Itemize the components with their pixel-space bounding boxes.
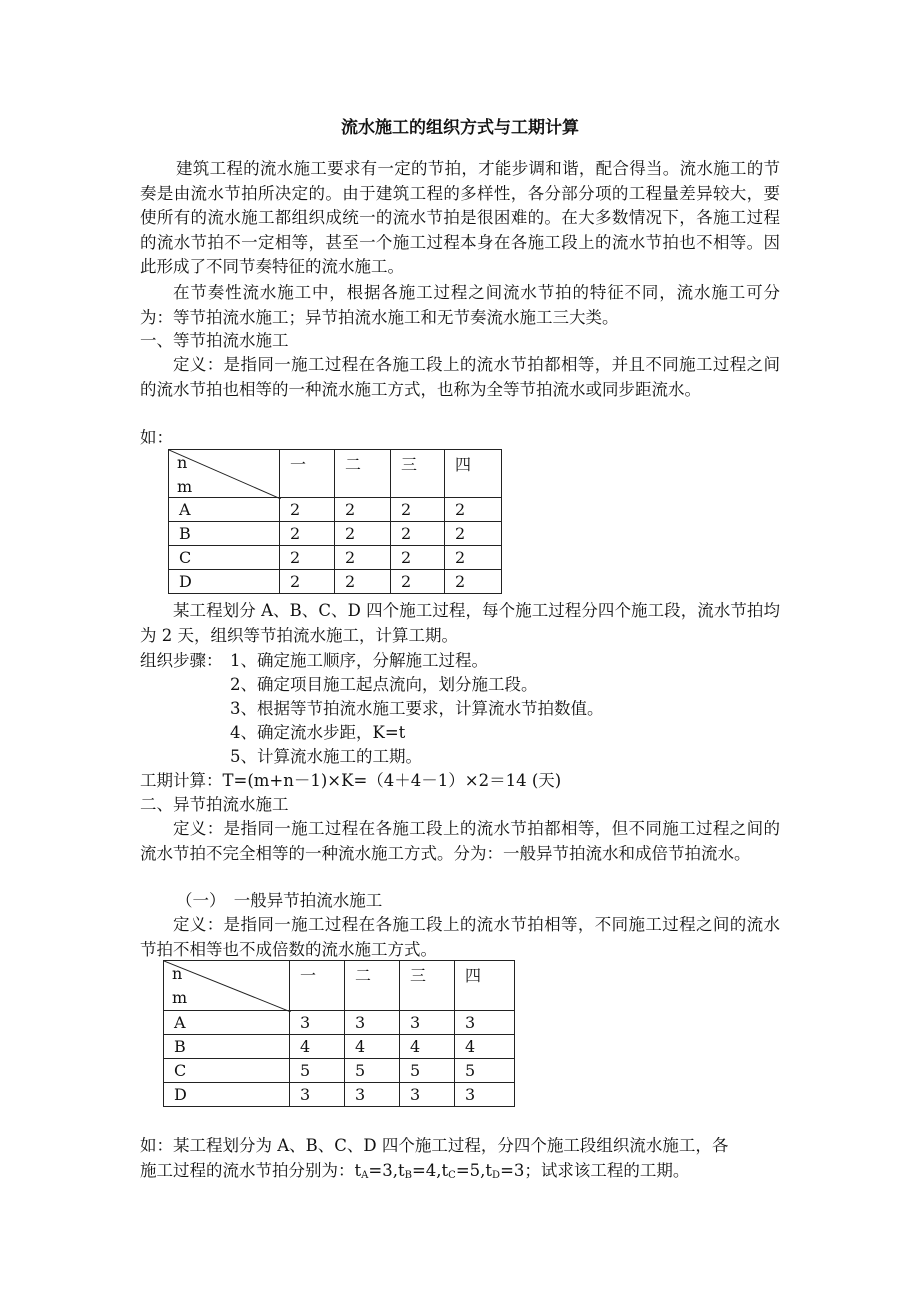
- step-2: 2、确定项目施工起点流向，划分施工段。: [230, 675, 538, 694]
- table-cell: 4: [290, 1035, 345, 1059]
- column-header: 一: [290, 961, 345, 1011]
- example-line-2-prefix: 施工过程的流水节拍分别为：: [140, 1161, 355, 1180]
- example-line-2: [140, 1159, 689, 1188]
- table-cell: 3: [455, 1083, 515, 1107]
- section1-example-label: 如：: [140, 428, 173, 447]
- corner-label-n: n: [172, 964, 183, 983]
- beat-c: $t_C=5$,: [441, 1161, 486, 1181]
- corner-label-m: m: [172, 988, 188, 1007]
- beat-a: $t_A=3$,: [354, 1161, 398, 1181]
- page-title: 流水施工的组织方式与工期计算: [341, 118, 579, 138]
- steps-label: 组织步骤：: [140, 651, 223, 670]
- beat-table-1: [168, 449, 502, 594]
- column-header: 三: [391, 450, 445, 498]
- row-label: A: [164, 1011, 290, 1035]
- table-cell: 2: [391, 546, 445, 570]
- table-header-row: [164, 961, 515, 1011]
- example-line-1: 如：某工程划分为 A、B、C、D 四个施工过程，分四个施工段组织流水施工，各: [140, 1136, 729, 1155]
- table-cell: 2: [280, 498, 335, 522]
- beat-table-2: [163, 960, 515, 1107]
- example-line-2-suffix: 试求该工程的工期。: [540, 1161, 690, 1180]
- table-row: [164, 1035, 515, 1059]
- table-cell: 4: [455, 1035, 515, 1059]
- table-cell: 5: [400, 1059, 455, 1083]
- column-header: 四: [455, 961, 515, 1011]
- duration-calculation: 工期计算：T=(m+n－1)×K=（4＋4－1）×2＝14 (天): [140, 771, 562, 790]
- corner-label-m: m: [177, 477, 193, 496]
- table-cell: 2: [445, 522, 502, 546]
- table-cell: 2: [445, 546, 502, 570]
- table-row: [169, 546, 502, 570]
- table-corner-cell: [164, 961, 290, 1011]
- beat-d: $t_D=3$；: [485, 1161, 541, 1181]
- table-row: [164, 1059, 515, 1083]
- table-corner-cell: [169, 450, 280, 498]
- table-cell: 2: [335, 546, 391, 570]
- table-cell: 2: [280, 546, 335, 570]
- step-3: 3、根据等节拍流水施工要求，计算流水节拍数值。: [230, 699, 604, 718]
- column-header: 一: [280, 450, 335, 498]
- column-header: 二: [345, 961, 400, 1011]
- subsection-definition: 定义：是指同一施工过程在各施工段上的流水节拍相等，不同施工过程之间的流水节拍不相等也不成倍数的流水施工方式。: [140, 915, 780, 959]
- table-cell: 5: [290, 1059, 345, 1083]
- table-row: [169, 522, 502, 546]
- table-row: [164, 1011, 515, 1035]
- table-cell: 3: [400, 1011, 455, 1035]
- subsection-heading: （一） 一般异节拍流水施工: [176, 891, 383, 910]
- table-cell: 3: [290, 1083, 345, 1107]
- table-cell: 2: [335, 570, 391, 594]
- column-header: 二: [335, 450, 391, 498]
- section1-heading: 一、等节拍流水施工: [140, 331, 289, 350]
- section1-definition: 定义：是指同一施工过程在各施工段上的流水节拍都相等，并且不同施工过程之间的流水节拍也相等的一种流水施工方式，也称为全等节拍流水或同步距流水。: [140, 355, 780, 399]
- row-label: D: [169, 570, 280, 594]
- table-cell: 5: [455, 1059, 515, 1083]
- row-label: C: [169, 546, 280, 570]
- table-cell: 3: [345, 1083, 400, 1107]
- table-cell: 2: [335, 522, 391, 546]
- column-header: 三: [400, 961, 455, 1011]
- table-header-row: [169, 450, 502, 498]
- row-label: C: [164, 1059, 290, 1083]
- row-label: B: [164, 1035, 290, 1059]
- table-cell: 2: [391, 570, 445, 594]
- step-4: 4、确定流水步距，K=t: [230, 723, 406, 742]
- table-row: [169, 570, 502, 594]
- table-cell: 2: [391, 498, 445, 522]
- row-label: B: [169, 522, 280, 546]
- beat-b: $t_B=4$,: [397, 1161, 442, 1181]
- table-cell: 2: [335, 498, 391, 522]
- row-label: D: [164, 1083, 290, 1107]
- table-cell: 3: [400, 1083, 455, 1107]
- step-1: 1、确定施工顺序，分解施工过程。: [230, 651, 488, 670]
- table-cell: 2: [391, 522, 445, 546]
- table-cell: 2: [280, 570, 335, 594]
- row-label: A: [169, 498, 280, 522]
- table-cell: 2: [445, 570, 502, 594]
- column-header: 四: [445, 450, 502, 498]
- table-cell: 2: [445, 498, 502, 522]
- intro-paragraph-2: 在节奏性流水施工中，根据各施工过程之间流水节拍的特征不同，流水施工可分为：等节拍流水施工；异节拍流水施工和无节奏流水施工三大类。: [140, 283, 780, 327]
- table-cell: 2: [280, 522, 335, 546]
- table-cell: 5: [345, 1059, 400, 1083]
- table-cell: 4: [400, 1035, 455, 1059]
- intro-paragraph-1: 建筑工程的流水施工要求有一定的节拍，才能步调和谐，配合得当。流水施工的节奏是由流水节拍所决定的。由于建筑工程的多样性，各分部分项的工程量差异较大，要使所有的流水施工都组织成统一的流水节拍是很困难的。在大多数情况下，各施工过程的流水节拍不一定相等，甚至一个施工过程本身在各施工段上的流水节拍也不相等。因此形成了不同节奏特征的流水施工。: [140, 159, 780, 276]
- section2-definition: 定义：是指同一施工过程在各施工段上的流水节拍都相等，但不同施工过程之间的流水节拍不完全相等的一种流水施工方式。分为：一般异节拍流水和成倍节拍流水。: [140, 819, 780, 863]
- corner-label-n: n: [177, 453, 188, 472]
- table-row: [164, 1083, 515, 1107]
- table-row: [169, 498, 502, 522]
- step-5: 5、计算流水施工的工期。: [230, 747, 422, 766]
- table-cell: 3: [345, 1011, 400, 1035]
- table-cell: 4: [345, 1035, 400, 1059]
- section2-heading: 二、异节拍流水施工: [140, 795, 289, 814]
- section1-problem: 某工程划分 A、B、C、D 四个施工过程，每个施工过程分四个施工段，流水节拍均为 2 天，组织等节拍流水施工，计算工期。: [140, 601, 780, 645]
- table-cell: 3: [290, 1011, 345, 1035]
- table-cell: 3: [455, 1011, 515, 1035]
